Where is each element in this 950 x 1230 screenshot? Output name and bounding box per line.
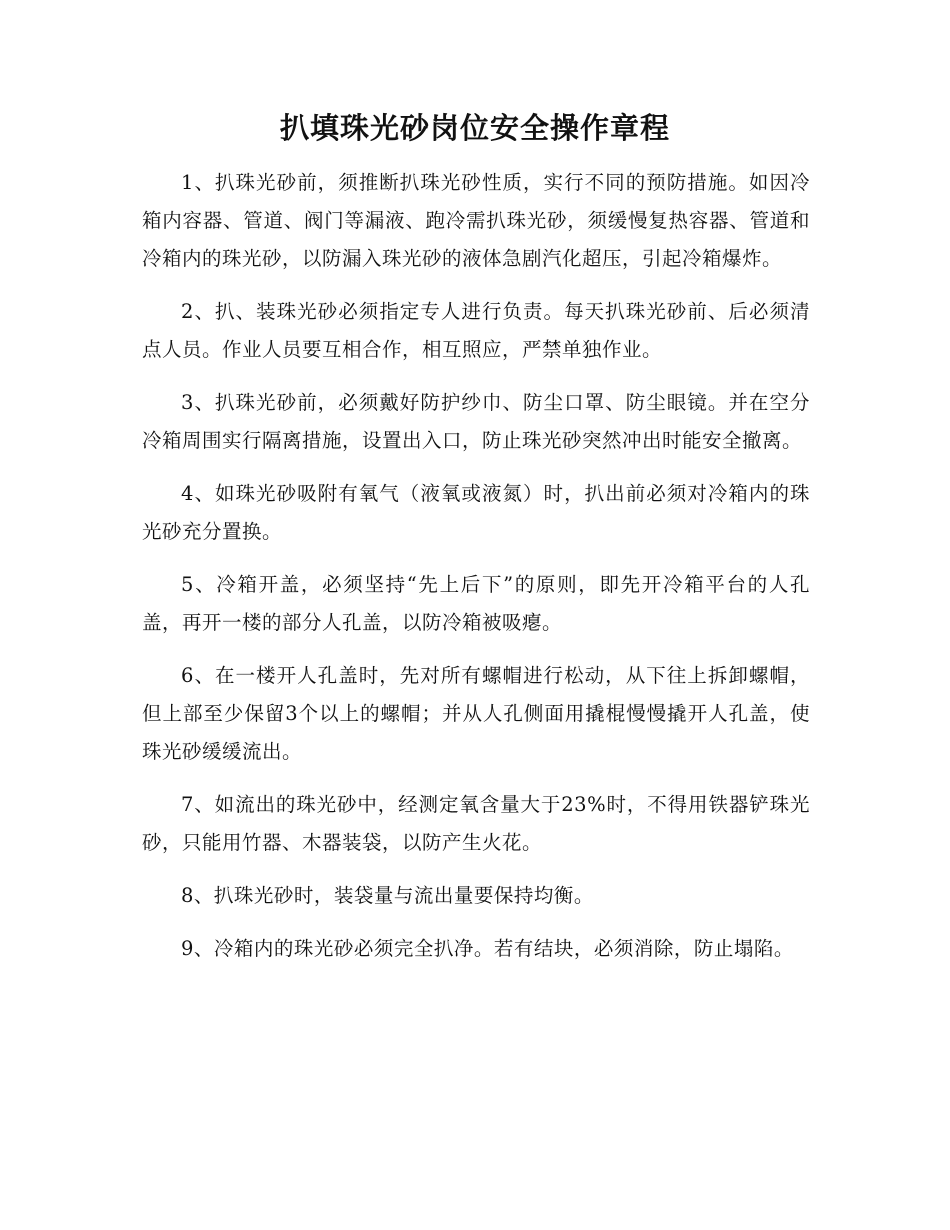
- paragraph-4: 4、如珠光砂吸附有氧气（液氧或液氮）时，扒出前必须对冷箱内的珠光砂充分置换。: [142, 482, 810, 543]
- paragraph-2: 2、扒、装珠光砂必须指定专人进行负责。每天扒珠光砂前、后必须清点人员。作业人员要互相合作，相互照应，严禁单独作业。: [142, 300, 810, 361]
- paragraph-7: 7、如流出的珠光砂中，经测定氧含量大于23%时，不得用铁器铲珠光砂，只能用竹器、木器装袋，以防产生火花。: [142, 793, 810, 854]
- document-body: [142, 164, 810, 983]
- paragraph-8: 8、扒珠光砂时，装袋量与流出量要保持均衡。: [181, 884, 594, 907]
- paragraph-3: 3、扒珠光砂前，必须戴好防护纱巾、防尘口罩、防尘眼镜。并在空分冷箱周围实行隔离措施，设置出入口，防止珠光砂突然冲出时能安全撤离。: [142, 391, 810, 452]
- document-title: 扒填珠光砂岗位安全操作章程: [279, 111, 670, 145]
- paragraph-9: 9、冷箱内的珠光砂必须完全扒净。若有结块，必须消除，防止塌陷。: [181, 937, 794, 960]
- paragraph-1: 1、扒珠光砂前，须推断扒珠光砂性质，实行不同的预防措施。如因冷箱内容器、管道、阀门等漏液、跑冷需扒珠光砂，须缓慢复热容器、管道和冷箱内的珠光砂，以防漏入珠光砂的液体急剧汽化超压，引起冷箱爆炸。: [142, 171, 810, 270]
- paragraph-5: 5、冷箱开盖，必须坚持“先上后下”的原则，即先开冷箱平台的人孔盖，再开一楼的部分人孔盖，以防冷箱被吸瘪。: [142, 573, 810, 634]
- paragraph-6: 6、在一楼开人孔盖时，先对所有螺帽进行松动，从下往上拆卸螺帽，但上部至少保留3个以上的螺帽；并从人孔侧面用撬棍慢慢撬开人孔盖，使珠光砂缓缓流出。: [142, 664, 810, 763]
